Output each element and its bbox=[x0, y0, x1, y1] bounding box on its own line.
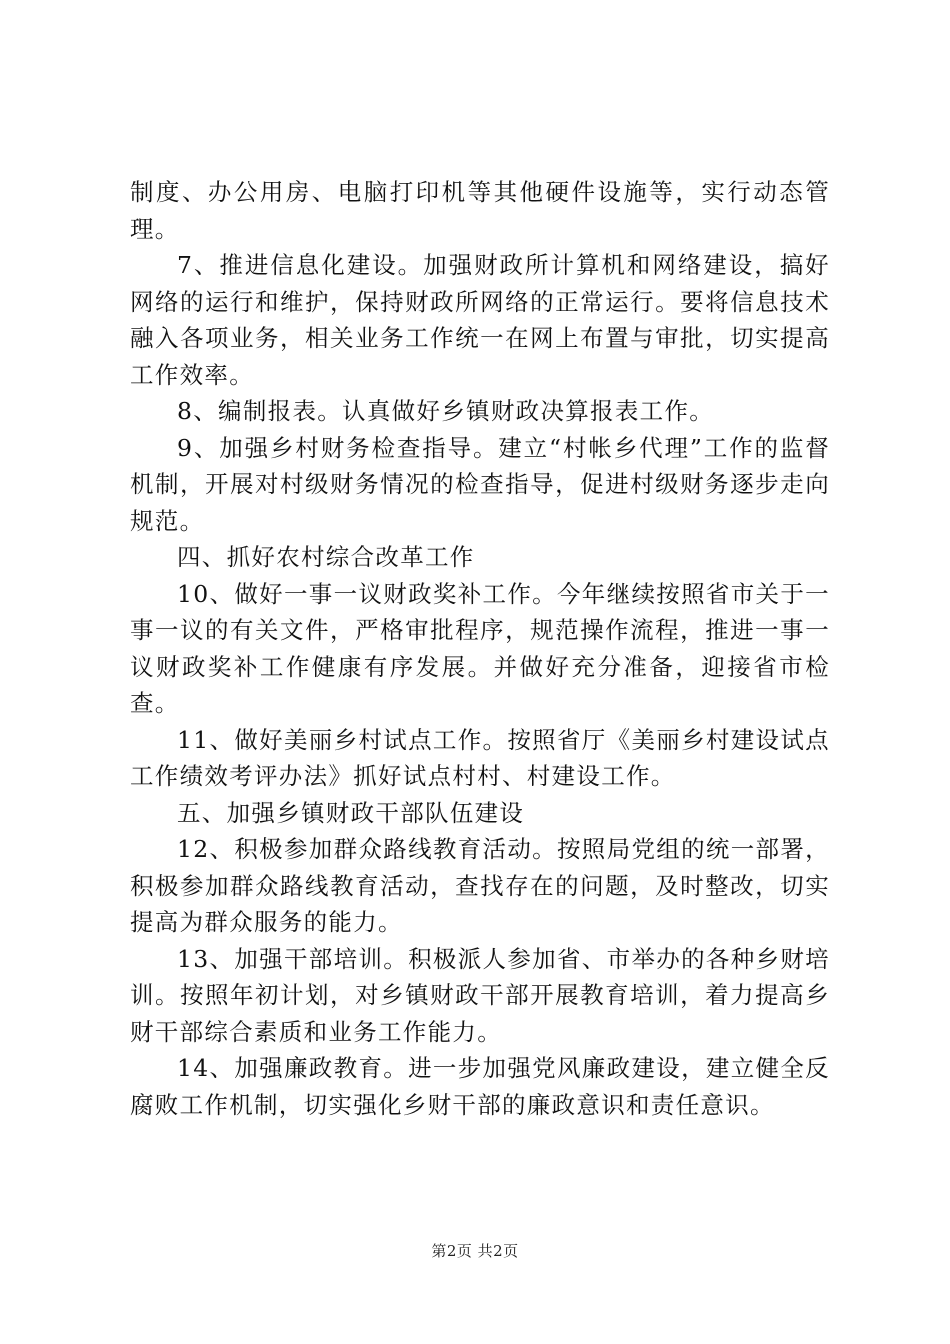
document-body bbox=[130, 174, 830, 1123]
paragraph-11: 14、加强廉政教育。进一步加强党风廉政建设，建立健全反腐败工作机制，切实强化乡财干部的廉政意识和责任意识。 bbox=[130, 1054, 830, 1119]
paragraph-2: 7、推进信息化建设。加强财政所计算机和网络建设，搞好网络的运行和维护，保持财政所网络的正常运行。要将信息技术融入各项业务，相关业务工作统一在网上布置与审批，切实提高工作效率。 bbox=[130, 251, 830, 389]
paragraph-6: 10、做好一事一议财政奖补工作。今年继续按照省市关于一事一议的有关文件，严格审批程序，规范操作流程，推进一事一议财政奖补工作健康有序发展。并做好充分准备，迎接省市检查。 bbox=[130, 579, 830, 717]
paragraph-3: 8、编制报表。认真做好乡镇财政决算报表工作。 bbox=[177, 397, 715, 425]
section-heading-5: 五、加强乡镇财政干部队伍建设 bbox=[177, 798, 525, 827]
page-number-footer: 第2页 共2页 bbox=[431, 1242, 519, 1260]
section-heading-4: 四、抓好农村综合改革工作 bbox=[177, 543, 475, 571]
paragraph-9: 12、积极参加群众路线教育活动。按照局党组的统一部署，积极参加群众路线教育活动，查找存在的问题，及时整改，切实提高为群众服务的能力。 bbox=[130, 835, 830, 936]
paragraph-7: 11、做好美丽乡村试点工作。按照省厅《美丽乡村建设试点工作绩效考评办法》抓好试点村村、村建设工作。 bbox=[130, 725, 830, 790]
paragraph-1: 制度、办公用房、电脑打印机等其他硬件设施等，实行动态管理。 bbox=[130, 178, 830, 243]
paragraph-10: 13、加强干部培训。积极派人参加省、市举办的各种乡财培训。按照年初计划，对乡镇财政干部开展教育培训，着力提高乡财干部综合素质和业务工作能力。 bbox=[130, 944, 830, 1046]
paragraph-4: 9、加强乡村财务检查指导。建立“村帐乡代理”工作的监督机制，开展对村级财务情况的检查指导，促进村级财务逐步走向规范。 bbox=[130, 433, 830, 535]
